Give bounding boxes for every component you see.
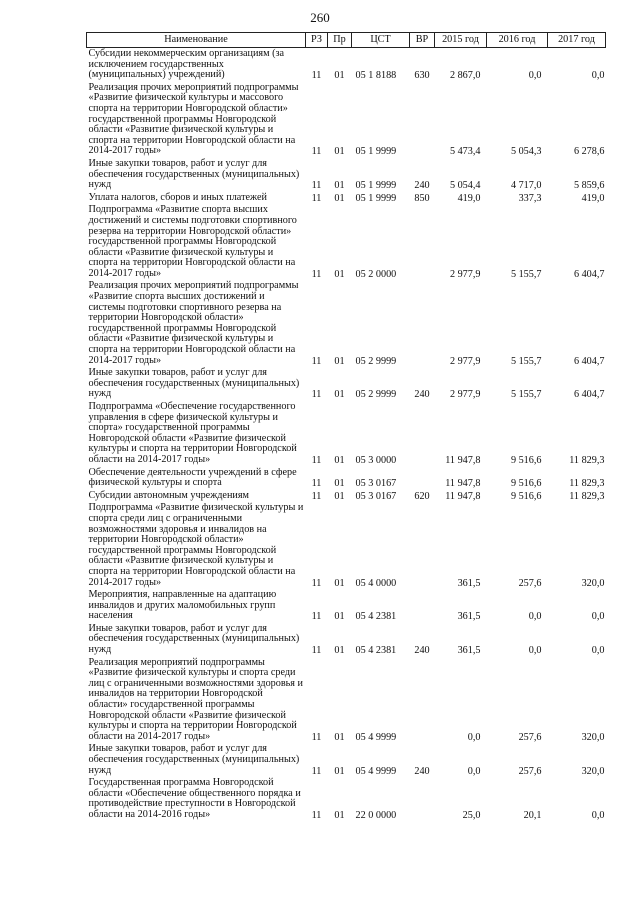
table-row [87,204,606,280]
row-pr: 01 [334,355,345,367]
row-pr: 01 [334,389,345,401]
row-2016: 0,0 [528,611,542,623]
row-vr [410,82,435,158]
row-vr [410,777,435,821]
row-2015: 5 054,4 [449,180,481,192]
row-pr: 01 [334,478,345,490]
row-2015: 2 867,0 [449,70,481,82]
table-row [87,467,606,490]
row-2015: 11 947,8 [445,478,481,490]
row-2016: 4 717,0 [510,180,542,192]
row-rz: 11 [311,490,322,502]
row-rz: 11 [311,355,322,367]
row-name: Иные закупки товаров, работ и услуг для обеспечения государственных (муниципальных) нужд [88,622,300,656]
row-cst: 05 1 9999 [355,180,397,192]
row-2017: 0,0 [591,611,605,623]
row-vr: 240 [414,389,430,401]
header-2015: 2015 год [435,33,487,48]
row-cst: 05 1 8188 [355,70,397,82]
row-name: Мероприятия, направленные на адаптацию инвалидов и других маломобильных групп населения [88,589,277,622]
row-pr: 01 [334,577,345,589]
row-pr: 01 [334,611,345,623]
row-vr: 240 [414,765,430,777]
table-row [87,48,606,82]
table-row [87,490,606,503]
row-2016: 20,1 [523,809,542,821]
row-rz: 11 [311,192,322,204]
row-pr: 01 [334,645,345,657]
row-2016: 337,3 [518,192,542,204]
row-2017: 320,0 [581,731,605,743]
row-2017: 5 859,6 [573,180,605,192]
row-pr: 01 [334,192,345,204]
table-header-row [87,33,606,48]
row-2017: 320,0 [581,765,605,777]
row-pr: 01 [334,180,345,192]
page-number: 260 [310,10,330,25]
row-cst: 05 3 0167 [355,478,397,490]
row-cst: 05 3 0000 [355,454,397,466]
budget-table [86,32,606,822]
row-rz: 11 [311,765,322,777]
row-rz: 11 [311,611,322,623]
row-name: Подпрограмма «Обеспечение государственного управления в сфере физической культуры и спорта» государственной программы Новгородской области «Развитие физической культуры и спорта на территории Новгородской области на 2014-2017 годы» [88,401,297,465]
row-2017: 6 404,7 [573,355,605,367]
row-2015: 361,5 [457,611,481,623]
row-2016: 257,6 [518,731,542,743]
row-rz: 11 [311,70,322,82]
row-pr: 01 [334,809,345,821]
row-name: Иные закупки товаров, работ и услуг для обеспечения государственных (муниципальных) нужд [88,157,300,191]
row-rz: 11 [311,146,322,158]
table-row [87,280,606,367]
row-name: Подпрограмма «Развитие спорта высших достижений и системы подготовки спортивного резерва на территории Новгородской области» государственной программы Новгородской области «Развитие физической культуры и спорта на территории Новгородской области на 2014-2017 годы» [88,204,297,279]
row-2017: 6 404,7 [573,268,605,280]
row-pr: 01 [334,490,345,502]
row-2015: 11 947,8 [445,454,481,466]
row-name: Реализация мероприятий подпрограммы «Развитие физической культуры и спорта среди лиц с ограниченными возможностями здоровья и инвалидов на территории Новгородской области» государственной программы Новгородской области «Развитие физической культуры и спорта на территории Новгородской области на 2014-2017 годы» [88,656,303,742]
row-2015: 2 977,9 [449,355,481,367]
row-cst: 05 2 0000 [355,268,397,280]
row-vr: 620 [414,490,430,502]
row-vr [410,657,435,744]
row-name: Иные закупки товаров, работ и услуг для обеспечения государственных (муниципальных) нужд [88,743,300,776]
row-vr [410,589,435,623]
row-vr [410,401,435,467]
row-2016: 5 155,7 [510,389,542,401]
row-2016: 5 155,7 [510,268,542,280]
header-2016: 2016 год [487,33,548,48]
row-cst: 05 4 2381 [355,645,397,657]
row-2015: 2 977,9 [449,268,481,280]
row-2017: 0,0 [591,809,605,821]
row-2015: 2 977,9 [449,389,481,401]
row-rz: 11 [311,731,322,743]
row-cst: 05 1 9999 [355,146,397,158]
row-name: Подпрограмма «Развитие физической культуры и спорта среди лиц с ограниченными возможностями здоровья и инвалидов на территории Новгородской области» государственной программы Новгородской области «Развитие физической культуры и спорта на территории Новгородской области на 2014-2017 годы» [88,502,304,588]
table-row [87,657,606,744]
row-2016: 5 054,3 [510,146,542,158]
row-2015: 25,0 [462,809,481,821]
row-rz: 11 [311,454,322,466]
row-pr: 01 [334,268,345,280]
header-vr: ВР [410,33,435,48]
row-cst: 05 1 9999 [355,192,397,204]
row-2017: 11 829,3 [569,478,605,490]
row-2015: 419,0 [457,192,481,204]
table-row [87,743,606,777]
row-2015: 11 947,8 [445,490,481,502]
row-2016: 9 516,6 [510,454,542,466]
table-row [87,367,606,401]
row-cst: 22 0 0000 [355,809,397,821]
row-2016: 0,0 [528,70,542,82]
row-2017: 11 829,3 [569,490,605,502]
row-name: Субсидии автономным учреждениям [88,489,249,501]
row-2017: 0,0 [591,645,605,657]
header-cst: ЦСТ [352,33,410,48]
header-rz: РЗ [306,33,328,48]
row-name: Иные закупки товаров, работ и услуг для обеспечения государственных (муниципальных) нужд [88,367,300,400]
row-2015: 361,5 [457,645,481,657]
row-name: Реализация прочих мероприятий подпрограммы «Развитие физической культуры и массового спорта на территории Новгородской области» государственной программы Новгородской области «Развитие физической культуры и спорта на территории Новгородской области на 2014-2017 годы» [88,81,299,157]
row-name: Уплата налогов, сборов и иных платежей [88,191,267,203]
row-2017: 6 404,7 [573,389,605,401]
row-rz: 11 [311,180,322,192]
row-cst: 05 4 9999 [355,731,397,743]
row-name: Государственная программа Новгородской области «Обеспечение общественного порядка и противодействие преступности в Новгородской области на 2014-2016 годы» [88,777,301,820]
row-rz: 11 [311,389,322,401]
row-2016: 9 516,6 [510,490,542,502]
row-vr [410,280,435,367]
table-row [87,777,606,821]
row-cst: 05 2 9999 [355,389,397,401]
row-2015: 0,0 [467,765,481,777]
row-vr [410,467,435,490]
row-rz: 11 [311,268,322,280]
row-rz: 11 [311,809,322,821]
row-vr: 240 [414,180,430,192]
header-pr: Пр [328,33,352,48]
row-cst: 05 3 0167 [355,490,397,502]
row-pr: 01 [334,146,345,158]
row-cst: 05 4 0000 [355,577,397,589]
row-rz: 11 [311,577,322,589]
row-name: Обеспечение деятельности учреждений в сфере физической культуры и спорта [88,466,297,489]
row-2017: 320,0 [581,577,605,589]
row-pr: 01 [334,70,345,82]
table-row [87,158,606,192]
row-2017: 419,0 [581,192,605,204]
row-2017: 11 829,3 [569,454,605,466]
table-row [87,589,606,623]
row-2016: 9 516,6 [510,478,542,490]
table-row [87,502,606,589]
row-2016: 257,6 [518,577,542,589]
row-vr [410,502,435,589]
row-2017: 0,0 [591,70,605,82]
header-name: Наименование [87,33,306,48]
row-vr: 630 [414,70,430,82]
row-pr: 01 [334,454,345,466]
row-cst: 05 2 9999 [355,355,397,367]
table-row [87,401,606,467]
row-pr: 01 [334,765,345,777]
row-2016: 257,6 [518,765,542,777]
row-2015: 0,0 [467,731,481,743]
row-2015: 5 473,4 [449,146,481,158]
row-name: Реализация прочих мероприятий подпрограммы «Развитие спорта высших достижений и системы подготовки спортивного резерва на территории Новгородской области» государственной программы Новгородской области «Развитие физической культуры и спорта на территории Новгородской области на 2014-2017 годы» [88,280,299,366]
row-2016: 5 155,7 [510,355,542,367]
header-2017: 2017 год [548,33,606,48]
table-row [87,623,606,657]
row-cst: 05 4 9999 [355,765,397,777]
table-row [87,192,606,205]
row-2017: 6 278,6 [573,146,605,158]
row-name: Субсидии некоммерческим организациям (за исключением государственных (муниципальных) учреждений) [88,48,285,81]
row-2016: 0,0 [528,645,542,657]
row-vr: 240 [414,645,430,657]
row-pr: 01 [334,731,345,743]
table-row [87,82,606,158]
row-cst: 05 4 2381 [355,611,397,623]
row-rz: 11 [311,478,322,490]
row-2015: 361,5 [457,577,481,589]
row-rz: 11 [311,645,322,657]
row-vr: 850 [414,192,430,204]
row-vr [410,204,435,280]
